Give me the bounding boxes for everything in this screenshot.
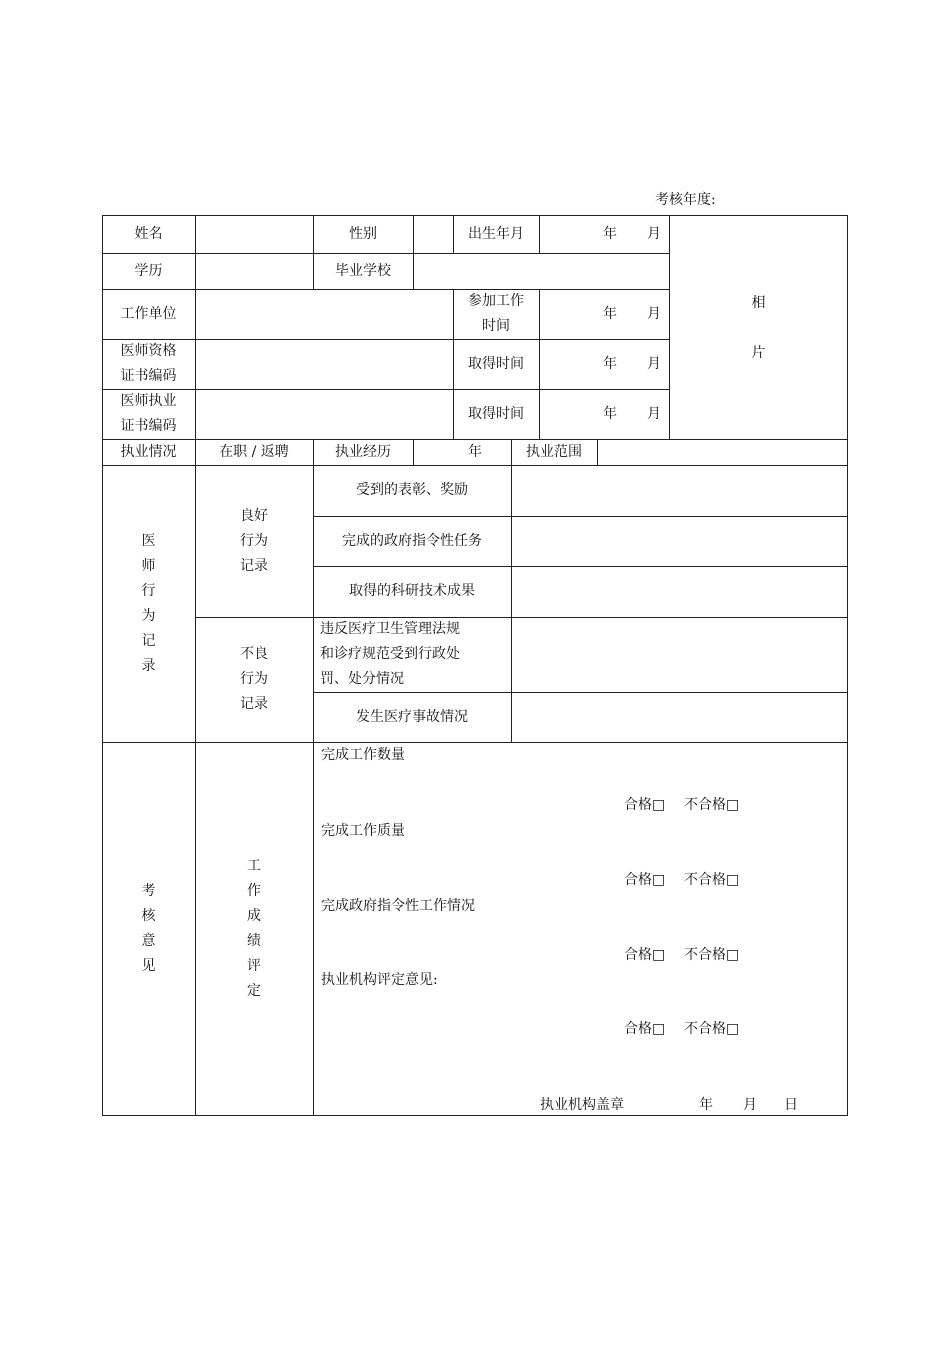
work-performance-label: [195, 742, 313, 1115]
conduct-char: 为: [141, 607, 156, 624]
good-conduct-line: 良好: [240, 507, 268, 524]
photo-char-1: 相: [751, 294, 766, 311]
medical-accident-field[interactable]: [512, 693, 847, 742]
work-performance-char: 工: [247, 857, 261, 874]
work-performance-char: 作: [247, 882, 261, 899]
experience-year-word: 年: [468, 443, 482, 460]
bad-conduct-line: 不良: [240, 646, 268, 662]
stamp-month-word: 月: [743, 1097, 757, 1113]
research-achievements-label: 取得的科研技术成果: [349, 583, 475, 599]
qualification-month-word: 月: [647, 355, 661, 372]
conduct-char: 录: [141, 657, 156, 674]
qualification-cert-line-1: 医师资格: [120, 343, 177, 359]
stamp-day-word: 日: [784, 1097, 798, 1113]
education-field[interactable]: [196, 254, 313, 289]
institution-opinion-pass-checkbox[interactable]: 合格□: [624, 1021, 666, 1037]
name-label: 姓名: [134, 225, 163, 242]
good-conduct-line: 记录: [240, 557, 268, 574]
table-border-right: [847, 215, 848, 1116]
conduct-char: 医: [141, 532, 156, 549]
work-quantity-label: 完成工作数量: [321, 747, 405, 763]
license-cert-label: [102, 389, 195, 439]
institution-stamp-label: 执业机构盖章: [540, 1097, 624, 1113]
license-cert-line-1: 医师执业: [120, 393, 177, 409]
violations-field[interactable]: [512, 618, 847, 692]
photo-placeholder[interactable]: [670, 216, 847, 439]
practice-scope-label: 执业范围: [526, 443, 582, 460]
school-label: 毕业学校: [335, 262, 391, 279]
conduct-char: 行: [141, 582, 156, 599]
license-cert-line-2: 证书编码: [120, 418, 177, 434]
birth-month-word: 月: [647, 225, 661, 242]
work-quantity-fail-checkbox[interactable]: 不合格□: [684, 797, 740, 813]
photo-char-2: 片: [751, 344, 766, 361]
col-divider: [413, 439, 414, 466]
awards-field[interactable]: [512, 466, 847, 516]
qualification-cert-line-2: 证书编码: [120, 368, 177, 384]
practice-status-label: 执业情况: [120, 443, 177, 460]
conduct-char: 师: [141, 557, 156, 574]
institution-opinion-fail-checkbox[interactable]: 不合格□: [684, 1021, 740, 1037]
violations-line: 违反医疗卫生管理法规: [320, 621, 460, 637]
work-performance-char: 绩: [247, 932, 261, 949]
work-quantity-pass-checkbox[interactable]: 合格□: [624, 797, 666, 813]
good-conduct-line: 行为: [240, 532, 268, 549]
col-divider: [539, 289, 540, 440]
school-field[interactable]: [414, 254, 669, 289]
government-work-fail-checkbox[interactable]: 不合格□: [684, 947, 740, 963]
license-obtain-label: 取得时间: [468, 405, 524, 422]
violations-line: 和诊疗规范受到行政处: [320, 646, 460, 662]
practice-scope-field[interactable]: [598, 440, 847, 465]
bad-conduct-line: 行为: [240, 671, 268, 687]
good-conduct-label: [195, 465, 313, 617]
practice-experience-label: 执业经历: [335, 443, 391, 460]
name-field[interactable]: [196, 216, 313, 253]
license-month-word: 月: [647, 405, 661, 422]
qualification-year-word: 年: [603, 355, 617, 372]
medical-accident-label: 发生医疗事故情况: [356, 708, 468, 725]
assessment-opinion-label: [102, 742, 195, 1115]
work-unit-label: 工作单位: [120, 305, 177, 322]
birth-date-label: 出生年月: [468, 225, 524, 242]
join-month-word: 月: [647, 305, 661, 322]
qualification-cert-field[interactable]: [196, 340, 453, 389]
violations-label: [320, 617, 510, 692]
work-performance-char: 评: [247, 957, 261, 974]
gender-field[interactable]: [414, 216, 453, 253]
bad-conduct-line: 记录: [240, 696, 268, 712]
join-work-line-1: 参加工作: [468, 293, 524, 309]
assessment-char: 核: [141, 907, 156, 924]
col-divider: [539, 215, 540, 254]
work-performance-char: 成: [247, 907, 261, 924]
government-tasks-label: 完成的政府指令性任务: [342, 532, 482, 549]
birth-year-word: 年: [603, 225, 617, 242]
license-cert-field[interactable]: [196, 390, 453, 439]
qualification-obtain-label: 取得时间: [468, 355, 524, 372]
assessment-char: 意: [141, 932, 156, 949]
conduct-char: 记: [141, 632, 156, 649]
join-work-time-label: [453, 289, 539, 339]
assessment-char: 见: [141, 957, 156, 974]
bad-conduct-label: [195, 617, 313, 742]
education-label: 学历: [134, 262, 163, 279]
work-performance-char: 定: [247, 982, 261, 999]
join-work-line-2: 时间: [482, 318, 510, 334]
employment-status-value: 在职 / 返聘: [219, 443, 289, 460]
research-achievements-field[interactable]: [512, 567, 847, 617]
work-quality-pass-checkbox[interactable]: 合格□: [624, 872, 666, 888]
license-year-word: 年: [603, 405, 617, 422]
work-unit-field[interactable]: [196, 290, 453, 339]
institution-opinion-label: 执业机构评定意见:: [321, 972, 438, 988]
qualification-cert-label: [102, 339, 195, 389]
government-work-pass-checkbox[interactable]: 合格□: [624, 947, 666, 963]
government-work-label: 完成政府指令性工作情况: [321, 898, 475, 914]
work-quality-label: 完成工作质量: [321, 823, 405, 839]
assessment-char: 考: [141, 882, 156, 899]
gender-label: 性别: [349, 225, 377, 242]
table-border-bottom: [102, 1115, 848, 1116]
government-tasks-field[interactable]: [512, 517, 847, 566]
stamp-year-word: 年: [699, 1097, 713, 1113]
work-quality-fail-checkbox[interactable]: 不合格□: [684, 872, 740, 888]
conduct-record-label: [102, 465, 195, 742]
awards-label: 受到的表彰、奖励: [356, 482, 468, 498]
violations-line: 罚、处分情况: [320, 671, 404, 687]
join-year-word: 年: [603, 305, 617, 322]
assessment-year-label: 考核年度:: [655, 192, 716, 208]
